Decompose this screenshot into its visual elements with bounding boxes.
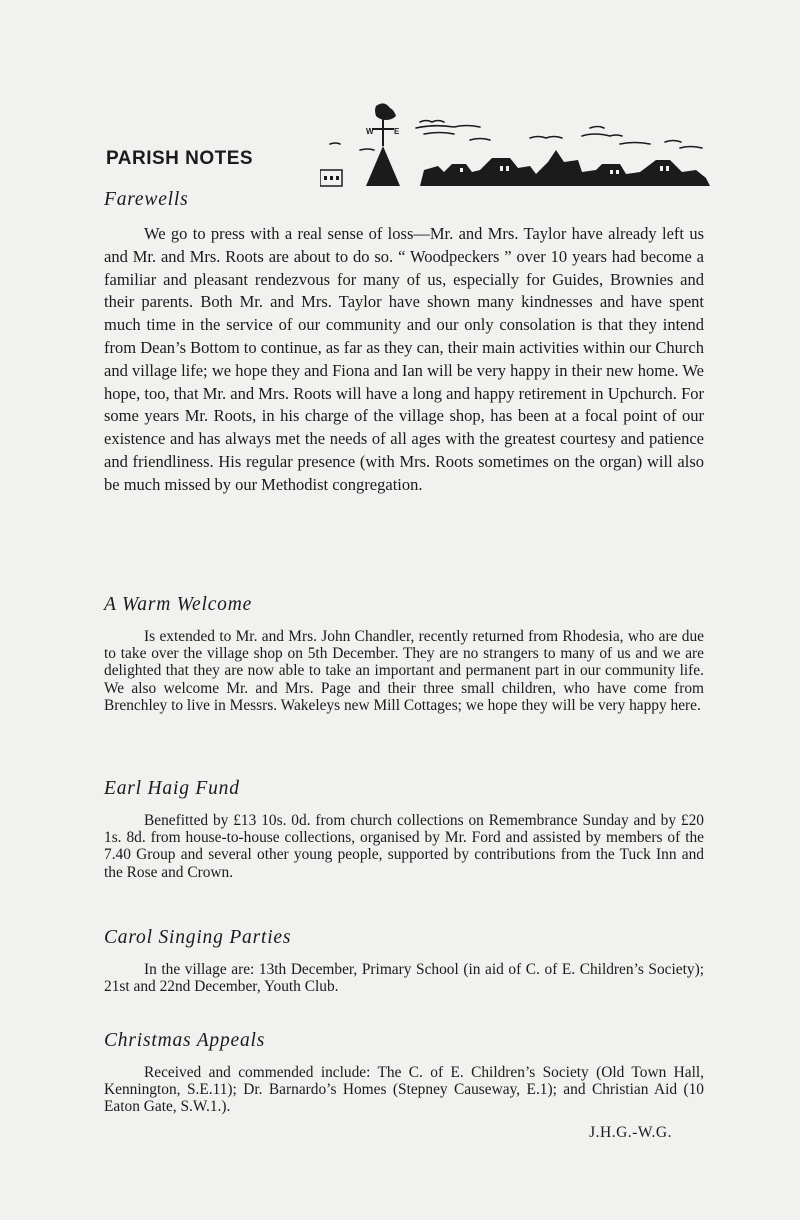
section-heading-carol-singing: Carol Singing Parties bbox=[104, 927, 292, 948]
signature: J.H.G.-W.G. bbox=[589, 1124, 672, 1141]
section-body-christmas-appeals: Received and commended include: The C. of E. Children’s Society (Old Town Hall, Kennington, S.E.11); Dr. Barnardo’s Homes (Stepney Causeway, E.1); and Christian Aid (10 Eaton Gate, S.W.1.). bbox=[104, 1064, 704, 1116]
header bbox=[106, 100, 706, 190]
section-heading-warm-welcome: A Warm Welcome bbox=[104, 594, 253, 615]
section-body-farewells: We go to press with a real sense of loss—Mr. and Mrs. Taylor have already left us and Mr. and Mrs. Roots are about to do so. “ Woodpeckers ” over 10 years had become a familiar and pleasant rendezvous for many of us, especially for Guides, Brownies and their parents. Both Mr. and Mrs. Taylor have shown many kindnesses and have spent much time in the service of our community and our only consolation is that they intend from Dean’s Bottom to continue, as far as they can, their main activities within our Church and village life; we hope they and Fiona and Ian will be very happy in their new home. We hope, too, that Mr. and Mrs. Roots will have a long and happy retirement in Upchurch. For some years Mr. Roots, in his charge of the village shop, has been at a focal point of our existence and has always met the needs of all ages with the greatest courtesy and patience and friendliness. His regular presence (with Mrs. Roots sometimes on the organ) will also be much missed by our Methodist congregation. bbox=[104, 224, 704, 494]
section-body-earl-haig-fund: Benefitted by £13 10s. 0d. from church collections on Remembrance Sunday and by £20 1s. 8d. from house-to-house collections, organised by Mr. Ford and assisted by members of the 7.40 Group and several other young people, supported by contributions from the Tuck Inn and the Rose and Crown. bbox=[104, 812, 704, 881]
svg-text:W: W bbox=[366, 127, 374, 136]
page-title: PARISH NOTES bbox=[106, 148, 254, 169]
section-body-carol-singing: In the village are: 13th December, Primary School (in aid of C. of E. Children’s Society); 21st and 22nd December, Youth Club. bbox=[104, 961, 704, 996]
section-heading-farewells: Farewells bbox=[104, 189, 189, 210]
village-vignette-icon bbox=[320, 100, 710, 188]
section-heading-earl-haig-fund: Earl Haig Fund bbox=[104, 778, 240, 799]
svg-text:E: E bbox=[394, 127, 400, 136]
section-heading-christmas-appeals: Christmas Appeals bbox=[104, 1030, 266, 1051]
section-body-warm-welcome: Is extended to Mr. and Mrs. John Chandler, recently returned from Rhodesia, who are due to take over the village shop on 5th December. They are no strangers to many of us and we are delighted that they are now able to take an important and permanent part in our community life. We also welcome Mr. and Mrs. Page and their three small children, who have come from Brenchley to live in Messrs. Wakeleys new Mill Cottages; we hope they will be very happy here. bbox=[104, 628, 704, 714]
